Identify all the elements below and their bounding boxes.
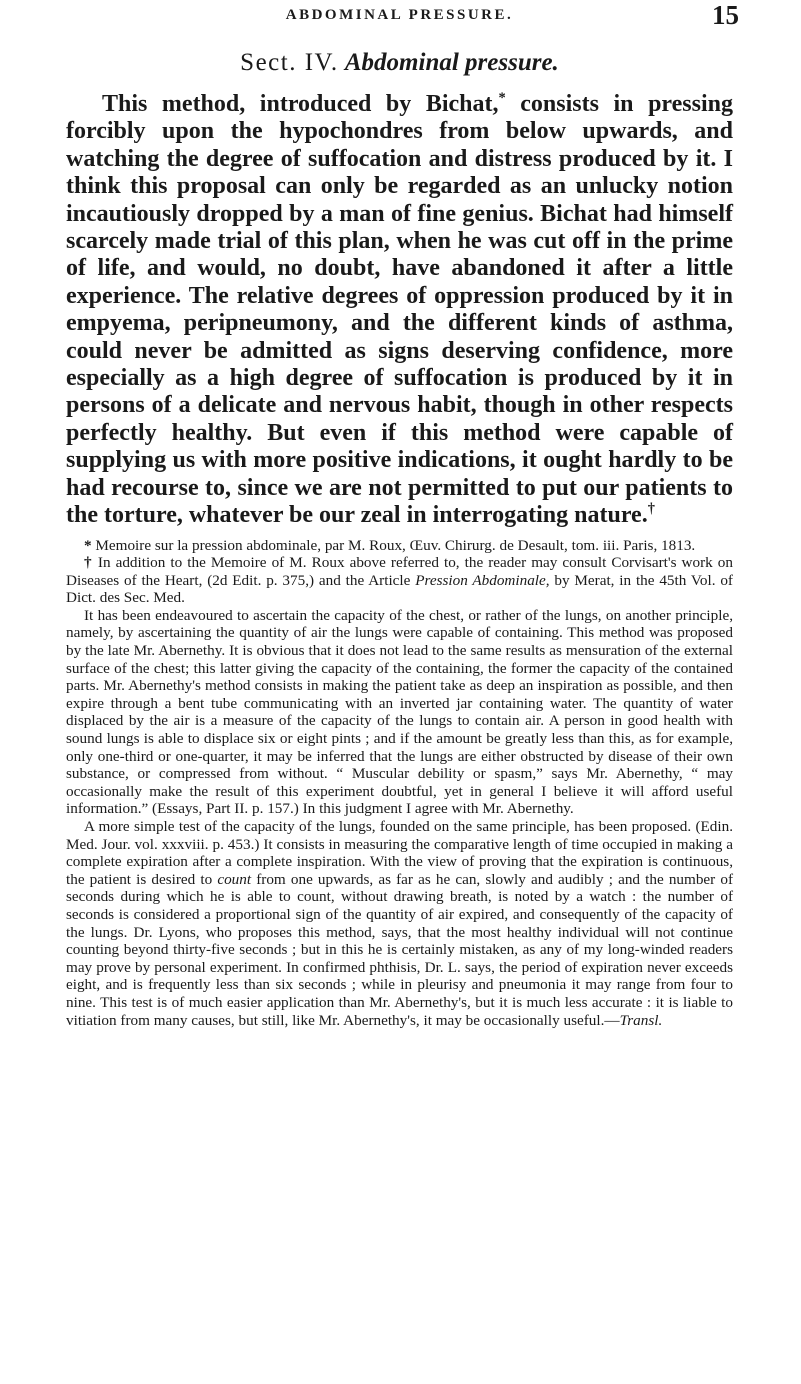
section-title: Abdominal pressure. xyxy=(344,49,559,76)
footnote-paragraph-4 xyxy=(66,818,733,1029)
footnotes xyxy=(66,537,733,1030)
main-text-part2: consists in pressing forcibly upon the hypochondres from below upwards, and watching the degree of suffocation and distress produced by it. I think this proposal can only be regarded as an unlucky notion incautiously dropped by a man of fine genius. Bichat had himself scarcely made trial of this plan, when he was cut off in the prime of life, and would, no doubt, have abandoned it after a little experience. The relative degrees of oppression produced by it in empyema, peripneumony, and the different kinds of asthma, could never be admitted as signs deserving confidence, more especially as a high degree of suffocation is produced by it in persons of a delicate and nervous habit, though in other respects perfectly healthy. But even if this method were capable of supplying us with more positive indications, it ought hardly to be had recourse to, since we are not permitted to put our patients to the torture, whatever be our zeal in interrogating nature. xyxy=(66,91,733,529)
footnote-paragraph-3: It has been endeavoured to ascertain the capacity of the chest, or rather of the lungs, on another principle, namely, by ascertaining the quantity of air the lungs were capable of containing. This method was proposed by the late Mr. Abernethy. It is obvious that it does not lead to the same results as mensuration of the external surface of the chest; this latter giving the capacity of the containing, the former the capacity of the contained parts. Mr. Abernethy's method consists in making the patient take as deep an inspiration as possible, and then expire through a bent tube communicating with an inverted jar containing water. The quantity of water displaced by the air is a measure of the capacity of the lungs to contain air. A person in good health with sound lungs is able to displace six or eight pints ; and if the amount be greatly less than this, as for example, only one-third or one-quarter, it may be inferred that the lungs are either obstructed by disease of their own substance, or compressed from without. “ Muscular debility or spasm,” says Mr. Abernethy, “ may occasionally make the result of this experiment doubtful, yet in general I believe it will afford useful information.” (Essays, Part II. p. 157.) In this judgment I agree with Mr. Abernethy. xyxy=(66,606,733,818)
footnote-1-marker: * xyxy=(84,536,92,554)
footnote-2-marker: † xyxy=(84,554,93,572)
section-heading xyxy=(66,49,733,77)
footnote-4-text-a: A more simple test of the capacity of the lungs, founded on the same principle, has been proposed. (Edin. Med. Jour. vol. xxxviii. p. 453.) It consists in measuring the comparative length of time occupied in making a complete expiration after a complete inspiration. With the view of proving that the expiration is continuous, the patient is desired to xyxy=(66,818,733,888)
footnote-2-text-a: In addition to the Memoire of M. Roux above referred to, the reader may consult Corvisart's work on Diseases of the Heart, (2d Edit. p. 375,) and the Article xyxy=(66,554,733,589)
running-title: ABDOMINAL PRESSURE. xyxy=(285,7,514,23)
footnote-4-text-b: from one upwards, as far as he can, slowly and audibly ; and the number of seconds during which he is able to count, without drawing breath, is noted by a watch : the number of seconds is considered a proportional sign of the quantity of air expired, and consequently of the capacity of the lungs. Dr. Lyons, who proposes this method, says, that the most healthy individual will not continue counting beyond thirty-five seconds ; but in this he is certainly mistaken, as any of my long-winded readers may prove by personal experiment. In confirmed phthisis, Dr. L. says, the period of expiration never exceeds eight, and is frequently less than six seconds ; while in pleurisy and pneumonia it may range from four to nine. This test is of much easier application than Mr. Abernethy's, but it is much less accurate : it is liable to vitiation from many causes, but still, like Mr. Abernethy's, it may be occasionally useful.— xyxy=(66,870,733,1029)
footnote-1 xyxy=(66,537,733,555)
page-number: 15 xyxy=(712,0,739,30)
footnote-4-italic-count: count xyxy=(217,870,252,888)
footnote-ref-dagger[interactable]: † xyxy=(647,501,655,518)
footnote-1-text: Memoire sur la pression abdominale, par M. Roux, Œuv. Chirurg. de Desault, tom. iii. Paris, 1813. xyxy=(91,536,696,554)
footnote-4-italic-transl: Transl. xyxy=(619,1011,663,1029)
main-text-part1: This method, introduced by Bichat, xyxy=(102,91,499,117)
footnote-ref-star[interactable]: * xyxy=(498,90,506,106)
main-paragraph xyxy=(66,91,733,530)
footnote-2-italic: Pression Abdominale, xyxy=(415,571,550,589)
footnote-2 xyxy=(66,554,733,607)
footnote-2-text-b: by Merat, in the 45th Vol. of Dict. des Sec. Med. xyxy=(66,571,733,607)
section-label: Sect. IV. xyxy=(240,49,339,76)
running-head xyxy=(66,0,739,40)
